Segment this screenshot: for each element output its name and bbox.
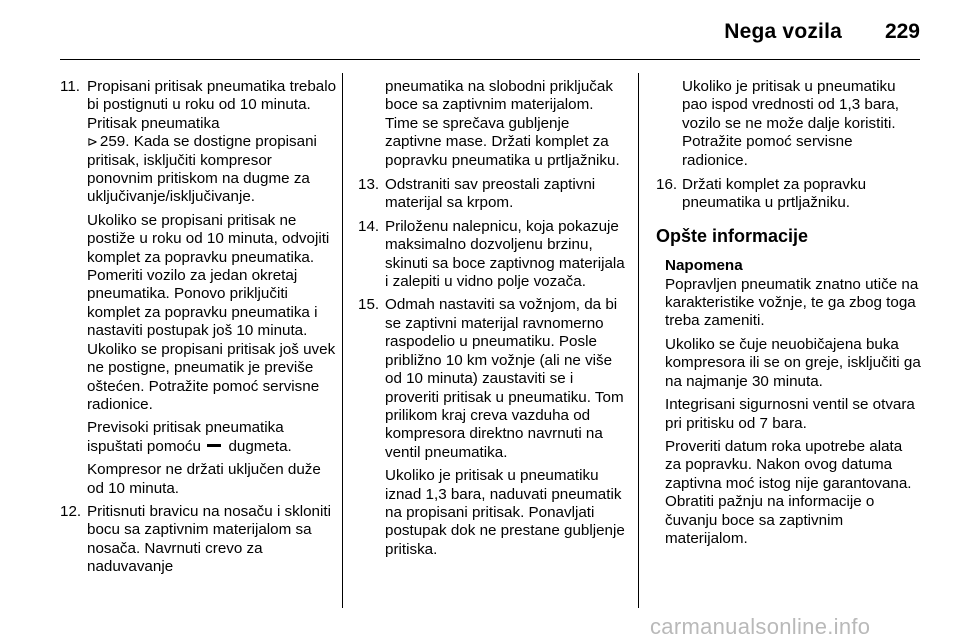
paragraph-continuation: pneumatika na slobodni priključak boce sa zaptivnim materijalom. Time se sprečava gubljenje zaptivne mase. Držati komplet za popravku pneumatika u prtljažniku. xyxy=(385,78,620,169)
list-item-number: 13. xyxy=(358,176,380,194)
list-item-text: Odstraniti sav preostali zaptivni materijal sa krpom. xyxy=(385,176,596,212)
paragraph: Ukoliko je pritisak u pneumatiku iznad 1,3 bara, naduvati pneumatik na propisani pritisak. Ponavljati postupak dok ne prestane gubljenje pritiska. xyxy=(385,467,625,558)
paragraph-continuation: Ukoliko je pritisak u pneumatiku pao ispod vrednosti od 1,3 bara, vozilo se ne može dalje koristiti. Potražite pomoć servisne radionice. xyxy=(682,78,899,169)
note-paragraph: Integrisani sigurnosni ventil se otvara pri pritisku od 7 bara. xyxy=(665,396,915,432)
list-item-number: 11. xyxy=(60,78,80,95)
page-header xyxy=(0,0,960,60)
list-item-16 xyxy=(656,176,922,213)
note-label: Napomena xyxy=(665,257,743,275)
list-item-12 xyxy=(60,503,340,577)
list-item-number: 12. xyxy=(60,502,82,520)
paragraph-text: dugmeta. xyxy=(228,437,292,455)
note-block xyxy=(656,257,922,548)
paragraph: Kompresor ne držati uključen duže od 10 minuta. xyxy=(87,461,321,497)
list-item-text: Držati komplet za popravku pneumatika u prtljažniku. xyxy=(682,176,867,212)
list-item-text: Pritisnuti bravicu na nosaču i skloniti bocu sa zaptivnim materijalom sa nosača. Navrnuti crevo za naduvavanje xyxy=(87,502,331,576)
list-item-number: 14. xyxy=(358,217,380,235)
watermark: carmanualsonline.info xyxy=(650,614,871,639)
header-divider xyxy=(60,59,920,60)
paragraph: Ukoliko se propisani pritisak ne postiže u roku od 10 minuta, odvojiti komplet za popravku pneumatika. Pomeriti vozilo za jedan okretaj pneumatika. Ponovo priključiti komplet za popravku pneumatika i nastaviti postupak još 10 minuta. Ukoliko se propisani pritisak još uvek ne postigne, pneumatik je previše oštećen. Potražite pomoć servisne radionice. xyxy=(87,211,336,413)
list-item-text: Priloženu nalepnicu, koja pokazuje maksimalno dozvoljenu brzinu, skinuti sa boce zaptivnog materijala i zalepiti u vidno polje vozača. xyxy=(385,217,625,291)
list-item-14 xyxy=(358,218,630,292)
column-2 xyxy=(358,78,630,564)
list-item-text-cont: . Kada se dostigne propisani pritisak, isključiti kompresor ponovnim pritiskom na dugme za uključivanje/isključivanje. xyxy=(87,133,317,206)
paragraph xyxy=(60,419,340,456)
minus-button-icon xyxy=(207,444,221,447)
list-item-number: 15. xyxy=(358,296,380,314)
list-item-15 xyxy=(358,296,630,462)
paragraph-text: Previsoki pritisak pneumatika ispuštati pomoću xyxy=(87,419,284,455)
note-paragraph: Popravljen pneumatik znatno utiče na karakteristike vožnje, te ga zbog toga treba zameniti. xyxy=(665,275,919,330)
column-divider-2 xyxy=(638,73,639,608)
column-3 xyxy=(656,78,922,553)
column-divider-1 xyxy=(342,73,343,608)
note-paragraph: Ukoliko se čuje neuobičajena buka kompresora ili se on greje, isključiti ga na najmanje 30 minuta. xyxy=(665,335,921,390)
column-1 xyxy=(60,78,340,582)
reference-arrow-icon: ⊳ xyxy=(87,134,98,150)
list-item-11 xyxy=(60,78,340,207)
list-item-text: Odmah nastaviti sa vožnjom, da bi se zaptivni materijal ravnomerno raspodelio u pneumatiku. Posle približno 10 km vožnje (ali ne više od 10 minuta) zaustaviti se i proveriti pritisak u pneumatiku. Tom prilikom kraj creva vazduha od kompresora direktno navrnuti na ventil pneumatika. xyxy=(385,296,624,461)
page-reference-link[interactable]: 259 xyxy=(99,133,126,151)
list-item-number: 16. xyxy=(656,176,678,194)
section-title: Opšte informacije xyxy=(656,225,809,246)
page-title: Nega vozila xyxy=(724,20,842,43)
page-number: 229 xyxy=(884,20,920,43)
list-item-13 xyxy=(358,176,630,213)
note-paragraph: Proveriti datum roka upotrebe alata za popravku. Nakon ovog datuma zaptivna moć istog nije garantovana. Obratiti pažnju na informacije o čuvanju boce sa zaptivnim materijalom. xyxy=(665,437,912,547)
list-item-text: Propisani pritisak pneumatika trebalo bi postignuti u roku od 10 minuta. Pritisak pneumatika xyxy=(87,78,337,132)
